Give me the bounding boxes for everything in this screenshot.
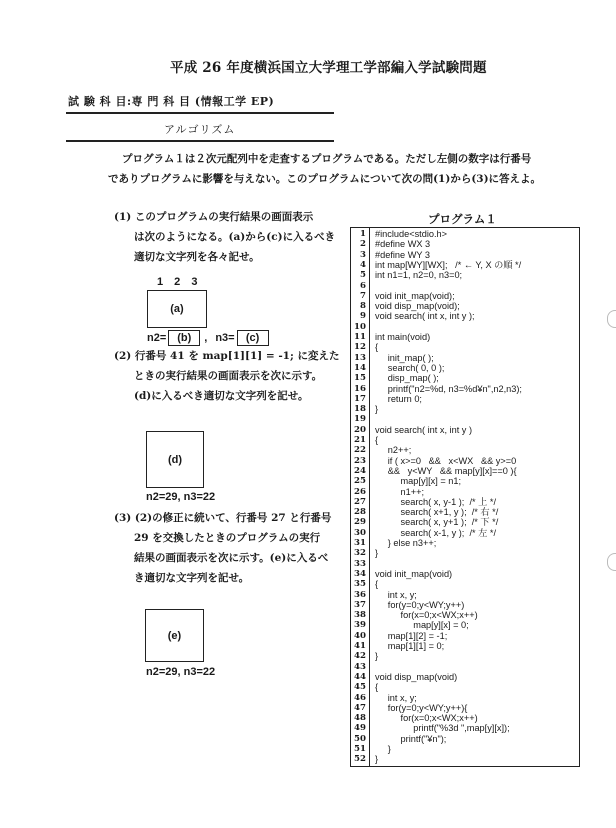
divider bbox=[66, 112, 334, 114]
code-text: search( x, y+1 ); /* 下 */ bbox=[375, 517, 499, 528]
code-line bbox=[351, 250, 579, 260]
code-text: disp_map( ); bbox=[375, 373, 439, 384]
answer-line-1 bbox=[147, 330, 273, 346]
topic-heading: アルゴリズム bbox=[164, 123, 236, 136]
code-text: { bbox=[375, 682, 379, 693]
code-line bbox=[351, 322, 579, 332]
line-number: 45 bbox=[354, 682, 366, 693]
code-line bbox=[351, 497, 579, 507]
code-text: printf("%3d ",map[y][x]); bbox=[375, 723, 510, 734]
code-line bbox=[351, 466, 579, 476]
line-number: 9 bbox=[360, 311, 366, 322]
line-number: 43 bbox=[354, 661, 366, 672]
code-line bbox=[351, 301, 579, 311]
code-line bbox=[351, 569, 579, 579]
answer-box-a bbox=[147, 290, 207, 328]
code-line bbox=[351, 641, 579, 651]
code-line bbox=[351, 723, 579, 733]
line-number: 13 bbox=[354, 352, 366, 363]
code-text: search( 0, 0 ); bbox=[375, 362, 445, 373]
line-number: 36 bbox=[354, 589, 366, 600]
line-number: 3 bbox=[360, 249, 366, 260]
question-line: 29 を交換したときのプログラムの実行 bbox=[134, 532, 321, 544]
code-line bbox=[351, 435, 579, 445]
code-line bbox=[351, 425, 579, 435]
line-number: 12 bbox=[354, 342, 366, 353]
line-number: 27 bbox=[354, 496, 366, 507]
line-number: 50 bbox=[354, 733, 366, 744]
result-line-3: n2=29, n3=22 bbox=[146, 666, 216, 678]
code-line bbox=[351, 672, 579, 682]
line-number: 5 bbox=[360, 270, 366, 281]
line-number: 33 bbox=[354, 558, 366, 569]
question-1 bbox=[114, 207, 344, 267]
binder-hole-mark bbox=[607, 553, 616, 571]
code-text: void disp_map(void) bbox=[375, 671, 458, 682]
code-text: map[1][2] = -1; bbox=[375, 630, 448, 641]
code-text: #define WY 3 bbox=[375, 249, 430, 260]
box-label: (e) bbox=[167, 629, 182, 642]
code-text: } bbox=[375, 754, 379, 765]
code-line bbox=[351, 703, 579, 713]
code-line bbox=[351, 620, 579, 630]
question-2 bbox=[114, 346, 344, 406]
line-number: 28 bbox=[354, 507, 366, 518]
code-line bbox=[351, 394, 579, 404]
answer-box-b: (b) bbox=[168, 330, 200, 346]
code-line bbox=[351, 414, 579, 424]
line-number: 37 bbox=[354, 599, 366, 610]
code-line bbox=[351, 682, 579, 692]
code-text: for(y=0;y<WY;y++){ bbox=[375, 702, 468, 713]
line-number: 6 bbox=[360, 280, 366, 291]
code-line bbox=[351, 311, 579, 321]
line-number: 10 bbox=[354, 321, 366, 332]
code-text: map[1][1] = 0; bbox=[375, 641, 445, 651]
code-line bbox=[351, 579, 579, 589]
line-number: 49 bbox=[354, 723, 366, 734]
line-number: 31 bbox=[354, 538, 366, 548]
line-number: 51 bbox=[354, 744, 366, 754]
code-line bbox=[351, 713, 579, 723]
code-text: void search( int x, int y ); bbox=[375, 311, 475, 322]
line-number: 35 bbox=[354, 579, 366, 590]
code-text: void init_map(void) bbox=[375, 568, 453, 579]
line-number: 17 bbox=[354, 393, 366, 404]
question-line: 結果の画面表示を次に示す。(e)に入るべ bbox=[134, 552, 329, 564]
line-number: 44 bbox=[354, 671, 366, 682]
code-line bbox=[351, 754, 579, 764]
line-number: 22 bbox=[354, 445, 366, 456]
code-text: } bbox=[375, 744, 391, 754]
code-text: } bbox=[375, 548, 379, 559]
binder-hole-mark bbox=[607, 310, 616, 328]
code-text: #define WX 3 bbox=[375, 239, 431, 250]
question-line: き適切な文字列を記せ。 bbox=[134, 572, 250, 584]
code-line bbox=[351, 744, 579, 754]
code-line bbox=[351, 384, 579, 394]
code-line bbox=[351, 507, 579, 517]
line-number: 23 bbox=[354, 455, 366, 466]
box-label: (a) bbox=[170, 303, 184, 315]
line-number: 34 bbox=[354, 568, 366, 579]
question-line: (d)に入るべき適切な文字列を記せ。 bbox=[134, 390, 309, 402]
code-line bbox=[351, 332, 579, 342]
line-number: 48 bbox=[354, 713, 366, 724]
code-line bbox=[351, 342, 579, 352]
code-text: int n1=1, n2=0, n3=0; bbox=[375, 270, 463, 281]
code-text: { bbox=[375, 342, 379, 353]
code-line bbox=[351, 476, 579, 486]
line-number: 42 bbox=[354, 651, 366, 662]
code-text: int map[WY][WX]; /* ← Y, X の順 */ bbox=[375, 259, 522, 270]
code-line bbox=[351, 600, 579, 610]
code-text: int main(void) bbox=[375, 332, 431, 342]
question-line: ときの実行結果の画面表示を次に示す。 bbox=[134, 370, 323, 382]
code-text: int x, y; bbox=[375, 692, 417, 703]
code-line bbox=[351, 487, 579, 497]
result-line-2: n2=29, n3=22 bbox=[146, 491, 216, 503]
line-number: 18 bbox=[354, 404, 366, 415]
code-line bbox=[351, 445, 579, 455]
code-line bbox=[351, 662, 579, 672]
code-line bbox=[351, 363, 579, 373]
code-text: void search( int x, int y ) bbox=[375, 424, 473, 435]
line-number: 8 bbox=[360, 301, 366, 312]
code-text: void disp_map(void); bbox=[375, 301, 460, 312]
code-text: for(x=0;x<WX;x++) bbox=[375, 610, 478, 621]
line-number: 41 bbox=[354, 641, 366, 651]
answer-box-e bbox=[145, 609, 204, 662]
intro-paragraph bbox=[108, 149, 608, 189]
answer-box-d bbox=[146, 431, 204, 488]
line-number: 30 bbox=[354, 527, 366, 538]
program-title: プログラム１ bbox=[428, 212, 497, 226]
line-number: 39 bbox=[354, 620, 366, 631]
code-line bbox=[351, 610, 579, 620]
code-text: n2++; bbox=[375, 445, 412, 456]
code-line bbox=[351, 651, 579, 661]
code-line bbox=[351, 528, 579, 538]
exam-title: 平成 26 年度横浜国立大学理工学部編入学試験問題 bbox=[170, 60, 487, 76]
code-line bbox=[351, 404, 579, 414]
code-line bbox=[351, 559, 579, 569]
line-number: 20 bbox=[354, 424, 366, 435]
line-number: 2 bbox=[360, 239, 366, 250]
question-3 bbox=[114, 508, 344, 588]
line-number: 7 bbox=[360, 290, 366, 301]
code-text: for(y=0;y<WY;y++) bbox=[375, 599, 465, 610]
code-line bbox=[351, 281, 579, 291]
question-line: (2) 行番号 41 を map[1][1] = -1; に変えた bbox=[114, 350, 340, 362]
line-number: 52 bbox=[354, 754, 366, 765]
line-number: 47 bbox=[354, 702, 366, 713]
line-number: 25 bbox=[354, 476, 366, 487]
code-line bbox=[351, 538, 579, 548]
code-text: { bbox=[375, 435, 379, 445]
line-number: 32 bbox=[354, 548, 366, 559]
intro-line: でありプログラムに影響を与えない。このプログラムについて次の問(1)から(3)に答えよ。 bbox=[108, 173, 542, 185]
line-number: 46 bbox=[354, 692, 366, 703]
line-number: 38 bbox=[354, 610, 366, 621]
separator: , bbox=[204, 332, 208, 344]
code-line bbox=[351, 631, 579, 641]
code-line bbox=[351, 734, 579, 744]
exam-subject: 試 験 科 目:専 門 科 目 (情報工学 EP) bbox=[68, 95, 275, 108]
code-text: map[y][x] = 0; bbox=[375, 620, 469, 631]
code-line bbox=[351, 693, 579, 703]
column-numbers: 1 2 3 bbox=[157, 276, 198, 288]
code-text: search( x, y-1 ); /* 上 */ bbox=[375, 496, 496, 507]
code-text: return 0; bbox=[375, 393, 422, 404]
line-number: 29 bbox=[354, 517, 366, 528]
divider bbox=[66, 140, 334, 142]
line-number: 15 bbox=[354, 373, 366, 384]
line-number: 16 bbox=[354, 383, 366, 394]
code-text: n1++; bbox=[375, 486, 425, 497]
line-number: 40 bbox=[354, 630, 366, 641]
code-line bbox=[351, 456, 579, 466]
code-line bbox=[351, 590, 579, 600]
question-line: (1) このプログラムの実行結果の画面表示 bbox=[114, 211, 314, 223]
line-number: 1 bbox=[360, 229, 366, 239]
line-number: 24 bbox=[354, 465, 366, 476]
code-text: if ( x>=0 && x<WX && y>=0 bbox=[375, 455, 517, 466]
code-line bbox=[351, 270, 579, 280]
n3-label: n3= bbox=[215, 332, 235, 344]
code-line bbox=[351, 548, 579, 558]
code-line bbox=[351, 260, 579, 270]
code-line bbox=[351, 229, 579, 239]
code-text: map[y][x] = n1; bbox=[375, 476, 462, 487]
code-text: printf("n2=%d, n3=%d¥n",n2,n3); bbox=[375, 383, 522, 394]
code-text: } bbox=[375, 404, 379, 415]
code-line bbox=[351, 373, 579, 383]
question-line: (3) (2)の修正に続いて、行番号 27 と行番号 bbox=[114, 512, 332, 524]
code-text: search( x-1, y ); /* 左 */ bbox=[375, 527, 496, 538]
code-text: for(x=0;x<WX;x++) bbox=[375, 713, 478, 724]
line-number: 4 bbox=[360, 259, 366, 270]
code-text: int x, y; bbox=[375, 589, 417, 600]
line-number: 26 bbox=[354, 486, 366, 497]
line-number: 19 bbox=[354, 414, 366, 425]
code-text: search( x+1, y ); /* 右 */ bbox=[375, 507, 499, 518]
code-line bbox=[351, 291, 579, 301]
code-text: #include<stdio.h> bbox=[375, 229, 448, 239]
code-text: void init_map(void); bbox=[375, 290, 455, 301]
question-line: は次のようになる。(a)から(c)に入るべき bbox=[134, 231, 336, 243]
answer-box-c: (c) bbox=[237, 330, 269, 346]
code-line bbox=[351, 239, 579, 249]
code-line bbox=[351, 517, 579, 527]
box-label: (d) bbox=[167, 453, 183, 466]
question-line: 適切な文字列を各々記せ。 bbox=[134, 251, 260, 263]
code-text: printf("¥n"); bbox=[375, 733, 447, 744]
line-number: 11 bbox=[354, 332, 366, 342]
code-text: && y<WY && map[y][x]==0 ){ bbox=[375, 465, 517, 476]
intro-line: プログラム１は２次元配列中を走査するプログラムである。ただし左側の数字は行番号 bbox=[122, 153, 532, 165]
code-text: } bbox=[375, 651, 379, 662]
code-text: } else n3++; bbox=[375, 538, 437, 548]
code-text: { bbox=[375, 579, 379, 590]
code-line bbox=[351, 353, 579, 363]
line-number: 21 bbox=[354, 435, 366, 445]
n2-label: n2= bbox=[147, 332, 167, 344]
program-listing bbox=[350, 227, 580, 767]
code-text: init_map( ); bbox=[375, 352, 434, 363]
line-number: 14 bbox=[354, 362, 366, 373]
